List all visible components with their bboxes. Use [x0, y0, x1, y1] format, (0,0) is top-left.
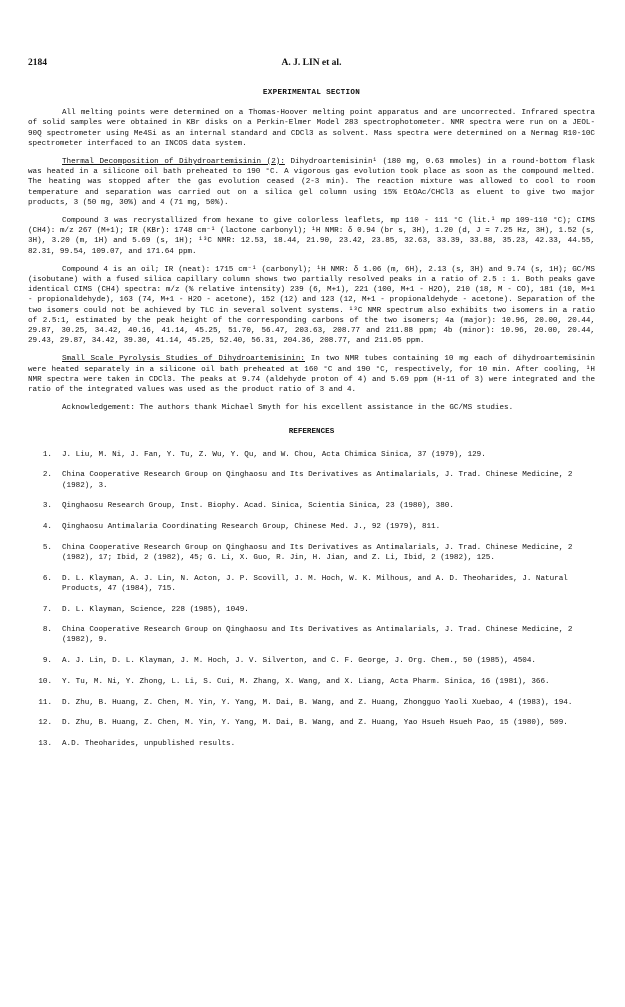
reference-item	[28, 698, 595, 708]
reference-text: D. Zhu, B. Huang, Z. Chen, M. Yin, Y. Yang, M. Dai, B. Wang, and Z. Huang, Yao Hsueh Hsueh Pao, 15 (1980), 509.	[62, 719, 568, 728]
reference-item	[28, 522, 595, 532]
reference-number: 6.	[42, 574, 52, 583]
reference-item	[28, 739, 595, 749]
paragraph-small-scale-pyrolysis	[28, 354, 595, 395]
small-scale-text: In two NMR tubes containing 10 mg each of dihydroartemisinin were heated separately in a silicone oil bath preheated at 160 °C and 190 °C, respectively, for 10 min. After cooling, ¹H NMR spectra were taken in CDCl3. The peaks at 9.74 (aldehyde proton of 4) and 5.69 ppm (H-11 of 3) were integrated and the ratio of the integrated values was used as the product ratio of 3 and 4.	[28, 355, 595, 395]
reference-text: D. L. Klayman, Science, 228 (1985), 1049.	[62, 605, 249, 614]
reference-text: China Cooperative Research Group on Qinghaosu and Its Derivatives as Antimalarials, J. Trad. Chinese Medicine, 2 (1982), 17; Ibid, 2 (1982), 45; G. Li, X. Guo, R. Jin, H. Jian, and Z. Li, Ibid, 2 (1982), 125.	[62, 543, 573, 562]
reference-text: D. Zhu, B. Huang, Z. Chen, M. Yin, Y. Yang, M. Dai, B. Wang, and Z. Huang, Zhongguo Yaoli Xuebao, 4 (1983), 194.	[62, 698, 573, 707]
paragraph-general-methods: All melting points were determined on a Thomas-Hoover melting point apparatus and are uncorrected. Infrared spectra of solid samples were obtained in KBr disks on a Perkin-Elmer Model 283 spectrophotometer. NMR spectra were run on a JEOL-90Q spectrometer using Me4Si as an internal standard and CDCl3 as solvent. Mass spectra were determined on a Nermag R10-10C spectrometer interfaced to an INCOS data system.	[28, 109, 595, 148]
reference-number: 5.	[42, 543, 52, 552]
paragraph-compound-3: Compound 3 was recrystallized from hexane to give colorless leaflets, mp 110 - 111 °C (lit.¹ mp 109-110 °C); CIMS (CH4): m/z 267 (M+1); IR (KBr): 1748 cm⁻¹ (lactone carbonyl); ¹H NMR: δ 0.94 (br s, 3H), 1.20 (d, J = 7.25 Hz, 3H), 1.52 (s, 3H), 3.20 (m, 1H) and 5.69 (s, 1H); ¹³C NMR: 12.53, 18.44, 21.90, 23.42, 23.85, 32.63, 33.39, 33.88, 35.23, 42.33, 44.55, 82.31, 99.54, 109.07, and 171.64 ppm.	[28, 217, 595, 256]
reference-number: 2.	[42, 471, 52, 480]
reference-number: 11.	[38, 698, 52, 707]
running-head: A. J. LIN et al.	[281, 58, 342, 68]
reference-number: 3.	[42, 502, 52, 511]
reference-item	[28, 625, 595, 645]
reference-number: 8.	[42, 626, 52, 635]
reference-text: D. L. Klayman, A. J. Lin, N. Acton, J. P. Scovill, J. M. Hoch, W. K. Milhous, and A. D. Theoharides, J. Natural Products, 47 (1984), 715.	[62, 574, 568, 593]
reference-item	[28, 574, 595, 594]
small-scale-heading: Small Scale Pyrolysis Studies of Dihydroartemisinin:	[62, 355, 305, 364]
reference-number: 12.	[38, 719, 52, 728]
thermal-text: Dihydroartemisinin¹ (180 mg, 0.63 mmoles) in a round-bottom flask was heated in a silicone oil bath preheated to 190 °C. A vigorous gas evolution took place as soon as the compound melted. The heating was stopped after the gas evolution ceased (2-3 min). The reaction mixture was allowed to cool to room temperature and separation was carried out on a silica gel column using 15% EtOAc/CHCl3 as eluent to give two major products, 3 (50 mg, 30%) and 4 (71 mg, 50%).	[28, 158, 595, 207]
reference-item	[28, 470, 595, 490]
page-number: 2184	[28, 58, 47, 68]
article-body	[28, 88, 595, 760]
reference-item	[28, 656, 595, 666]
reference-number: 7.	[42, 605, 52, 614]
reference-item	[28, 718, 595, 728]
reference-item	[28, 605, 595, 615]
section-title: EXPERIMENTAL SECTION	[262, 89, 361, 97]
reference-text: A.D. Theoharides, unpublished results.	[62, 739, 236, 748]
reference-number: 4.	[42, 523, 52, 531]
reference-text: Qinghaosu Antimalaria Coordinating Research Group, Chinese Med. J., 92 (1979), 811.	[62, 523, 441, 531]
page-header	[28, 58, 595, 70]
references-title: REFERENCES	[288, 428, 335, 437]
reference-item	[28, 543, 595, 563]
reference-number: 13.	[38, 739, 52, 748]
reference-number: 9.	[42, 657, 52, 666]
thermal-heading: Thermal Decomposition of Dihydroartemisinin (2):	[62, 158, 285, 167]
paragraph-thermal-decomposition	[28, 157, 595, 208]
reference-item	[28, 501, 595, 511]
reference-text: Qinghaosu Research Group, Inst. Biophy. Acad. Sinica, Scientia Sinica, 23 (1980), 380.	[62, 502, 454, 511]
reference-item	[28, 450, 595, 460]
reference-item	[28, 677, 595, 687]
reference-number: 1.	[42, 450, 52, 459]
paragraph-compound-4: Compound 4 is an oil; IR (neat): 1715 cm⁻¹ (carbonyl); ¹H NMR: δ 1.06 (m, 6H), 2.13 (s, 3H) and 9.74 (s, 1H); GC/MS (isobutane) with a fused silica capillary column shows two partially resolved peaks in a ratio of 2.5 : 1. Both peaks gave identical CIMS (CH4) spectra: m/z (% relative intensity) 239 (6, M+1), 221 (100, M+1 - H2O), 210 (18, M - CO), 181 (10, M+1 - propionaldehyde), 163 (74, M+1 - H2O - acetone), 152 (12) and 123 (12, M+1 - propionaldehyde - acetone). Separation of the two isomers could not be achieved by TLC in several solvent systems. ¹³C NMR spectrum also exhibits two isomers in a ratio of 2.5:1, estimated by the peak height of the corresponding carbons of the two isomers; 4a (major): 10.96, 20.00, 20.44, 29.87, 30.25, 34.42, 40.16, 41.14, 45.25, 51.70, 56.47, 203.63, 208.77 and 211.88 ppm; 4b (minor): 10.96, 20.00, 20.44, 29.43, 29.87, 34.42, 39.30, 41.14, 45.25, 52.40, 56.31, 204.36, 208.77, and 211.05 ppm.	[28, 265, 595, 346]
reference-number: 10.	[38, 677, 52, 686]
reference-text: A. J. Lin, D. L. Klayman, J. M. Hoch, J. V. Silverton, and C. F. George, J. Org. Chem., 50 (1985), 4504.	[62, 657, 536, 666]
reference-text: J. Liu, M. Ni, J. Fan, Y. Tu, Z. Wu, Y. Qu, and W. Chou, Acta Chimica Sinica, 37 (1979), 129.	[62, 450, 486, 459]
reference-text: China Cooperative Research Group on Qinghaosu and Its Derivatives as Antimalarials, J. Trad. Chinese Medicine, 2 (1982), 3.	[62, 471, 573, 490]
acknowledgement: Acknowledgement: The authors thank Michael Smyth for his excellent assistance in the GC/MS studies.	[62, 404, 514, 413]
reference-text: Y. Tu, M. Ni, Y. Zhong, L. Li, S. Cui, M. Zhang, X. Wang, and X. Liang, Acta Pharm. Sinica, 16 (1981), 366.	[62, 677, 550, 686]
reference-list	[28, 450, 595, 749]
reference-text: China Cooperative Research Group on Qinghaosu and Its Derivatives as Antimalarials, J. Trad. Chinese Medicine, 2 (1982), 9.	[62, 626, 573, 645]
